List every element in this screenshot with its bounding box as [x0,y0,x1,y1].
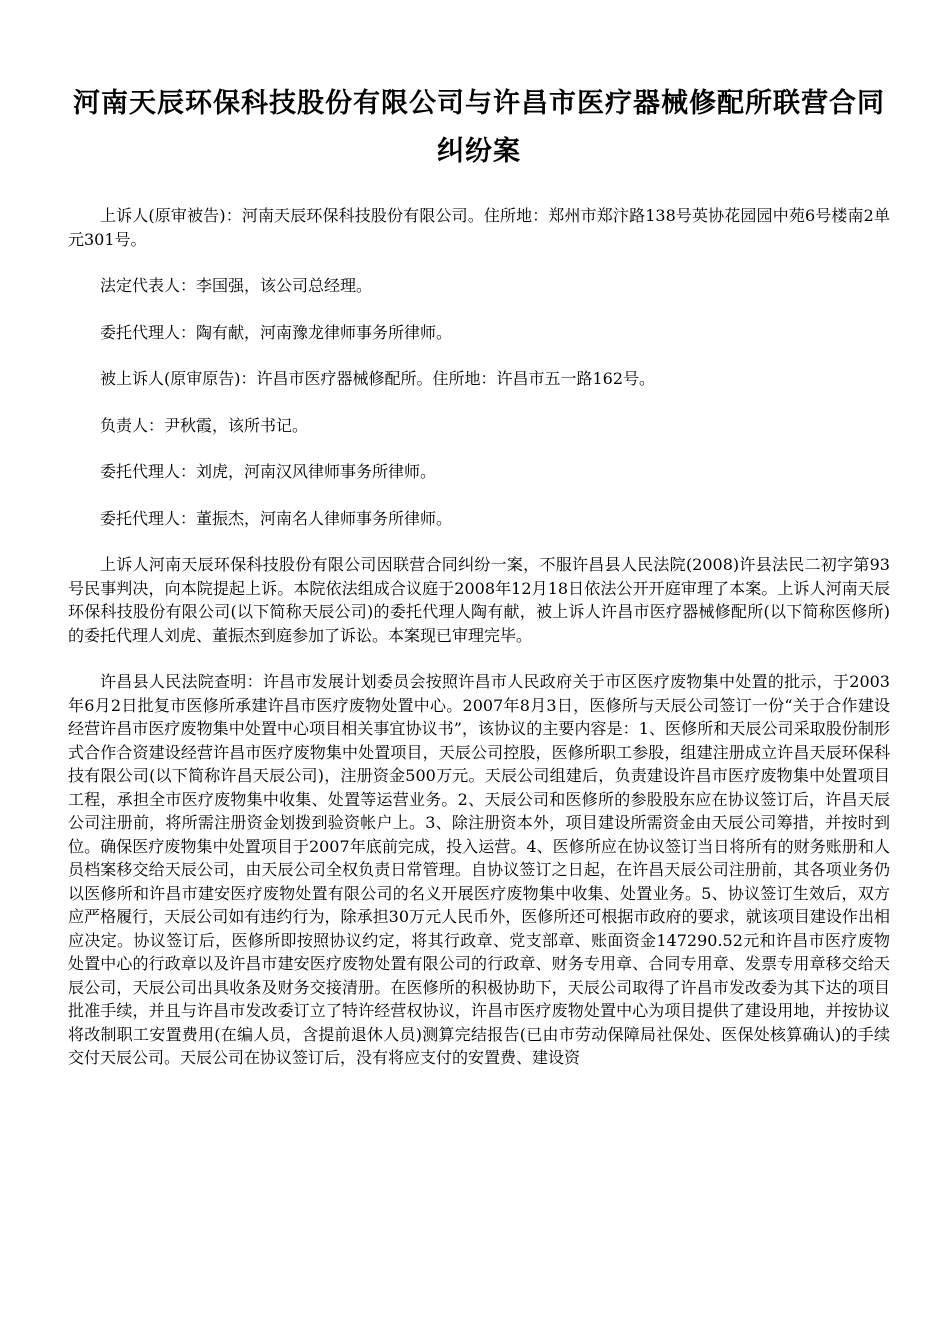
paragraph-appellant: 上诉人(原审被告)：河南天辰环保科技股份有限公司。住所地：郑州市郑汴路138号英协花园园中苑6号楼南2单元301号。 [68,206,890,249]
paragraph-appellant-agent: 委托代理人：陶有献，河南豫龙律师事务所律师。 [100,322,453,342]
paragraph-court-findings: 许昌县人民法院查明：许昌市发展计划委员会按照许昌市人民政府关于市区医疗废物集中处置的批示，于2003年6月2日批复市医修所承建许昌市医疗废物处置中心。2007年8月3日，医修所与天辰公司签订一份“关于合作建设经营许昌市医疗废物集中处置中心项目相关事宜协议书”，该协议的主要内容是：1、医修所和天辰公司采取股份制形式合作合资建设经营许昌市医疗废物集中处置项目，天辰公司控股，医修所职工参股，组建注册成立许昌天辰环保科技有限公司(以下简称许昌天辰公司)，注册资金500万元。天辰公司组建后，负责建设许昌市医疗废物集中处置项目工程，承担全市医疗废物集中收集、处置等运营业务。2、天辰公司和医修所的参股股东应在协议签订后，许昌天辰公司注册前，将所需注册资金划拨到验资帐户上。3、除注册资本外，项目建设所需资金由天辰公司筹措，并按时到位。确保医疗废物集中处置项目于2007年底前完成，投入运营。4、医修所应在协议签订当日将所有的财务账册和人员档案移交给天辰公司，由天辰公司全权负责日常管理。自协议签订之日起，在许昌天辰公司注册前，其各项业务仍以医修所和许昌市建安医疗废物处置有限公司的名义开展医疗废物集中收集、处置业务。5、协议签订生效后，双方应严格履行，天辰公司如有违约行为，除承担30万元人民币外，医修所还可根据市政府的要求，就该项目建设作出相应决定。协议签订后，医修所即按照协议约定，将其行政章、党支部章、账面资金147290.52元和许昌市医疗废物处置中心的行政章以及许昌市建安医疗废物处置有限公司的行政章、财务专用章、合同专用章、发票专用章移交给天辰公司，天辰公司出具收条及财务交接清册。在医修所的积极协助下，天辰公司取得了许昌市发改委为其下达的项目批准手续，并且与许昌市发改委订立了特许经营权协议，许昌市医疗废物处置中心为项目提供了建设用地，并按协议将改制职工安置费用(在编人员，含提前退休人员)测算完结报告(已由市劳动保障局社保处、医保处核算确认)的手续交付天辰公司。天辰公司在协议签订后，没有将应支付的安置费、建设资 [68,672,890,1067]
document-title: 河南天辰环保科技股份有限公司与许昌市医疗器械修配所联营合同纠纷案 [73,88,885,167]
paragraph-appellee-head: 负责人：尹秋霞，该所书记。 [100,415,309,435]
paragraph-appellee: 被上诉人(原审原告)：许昌市医疗器械修配所。住所地：许昌市五一路162号。 [100,369,656,388]
paragraph-appellee-agent-2: 委托代理人：董振杰，河南名人律师事务所律师。 [100,508,453,528]
paragraph-legal-representative: 法定代表人：李国强，该公司总经理。 [100,276,373,295]
paragraph-case-summary: 上诉人河南天辰环保科技股份有限公司因联营合同纠纷一案，不服许昌县人民法院(2008)许县法民二初字第93号民事判决，向本院提起上诉。本院依法组成合议庭于2008年12月18日依法公开开庭审理了本案。上诉人河南天辰环保科技股份有限公司(以下简称天辰公司)的委托代理人陶有献，被上诉人许昌市医疗器械修配所(以下简称医修所)的委托代理人刘虎、董振杰到庭参加了诉讼。本案现已审理完毕。 [68,555,890,645]
paragraph-appellee-agent-1: 委托代理人：刘虎，河南汉风律师事务所律师。 [100,462,437,481]
document-page [68,80,890,1093]
